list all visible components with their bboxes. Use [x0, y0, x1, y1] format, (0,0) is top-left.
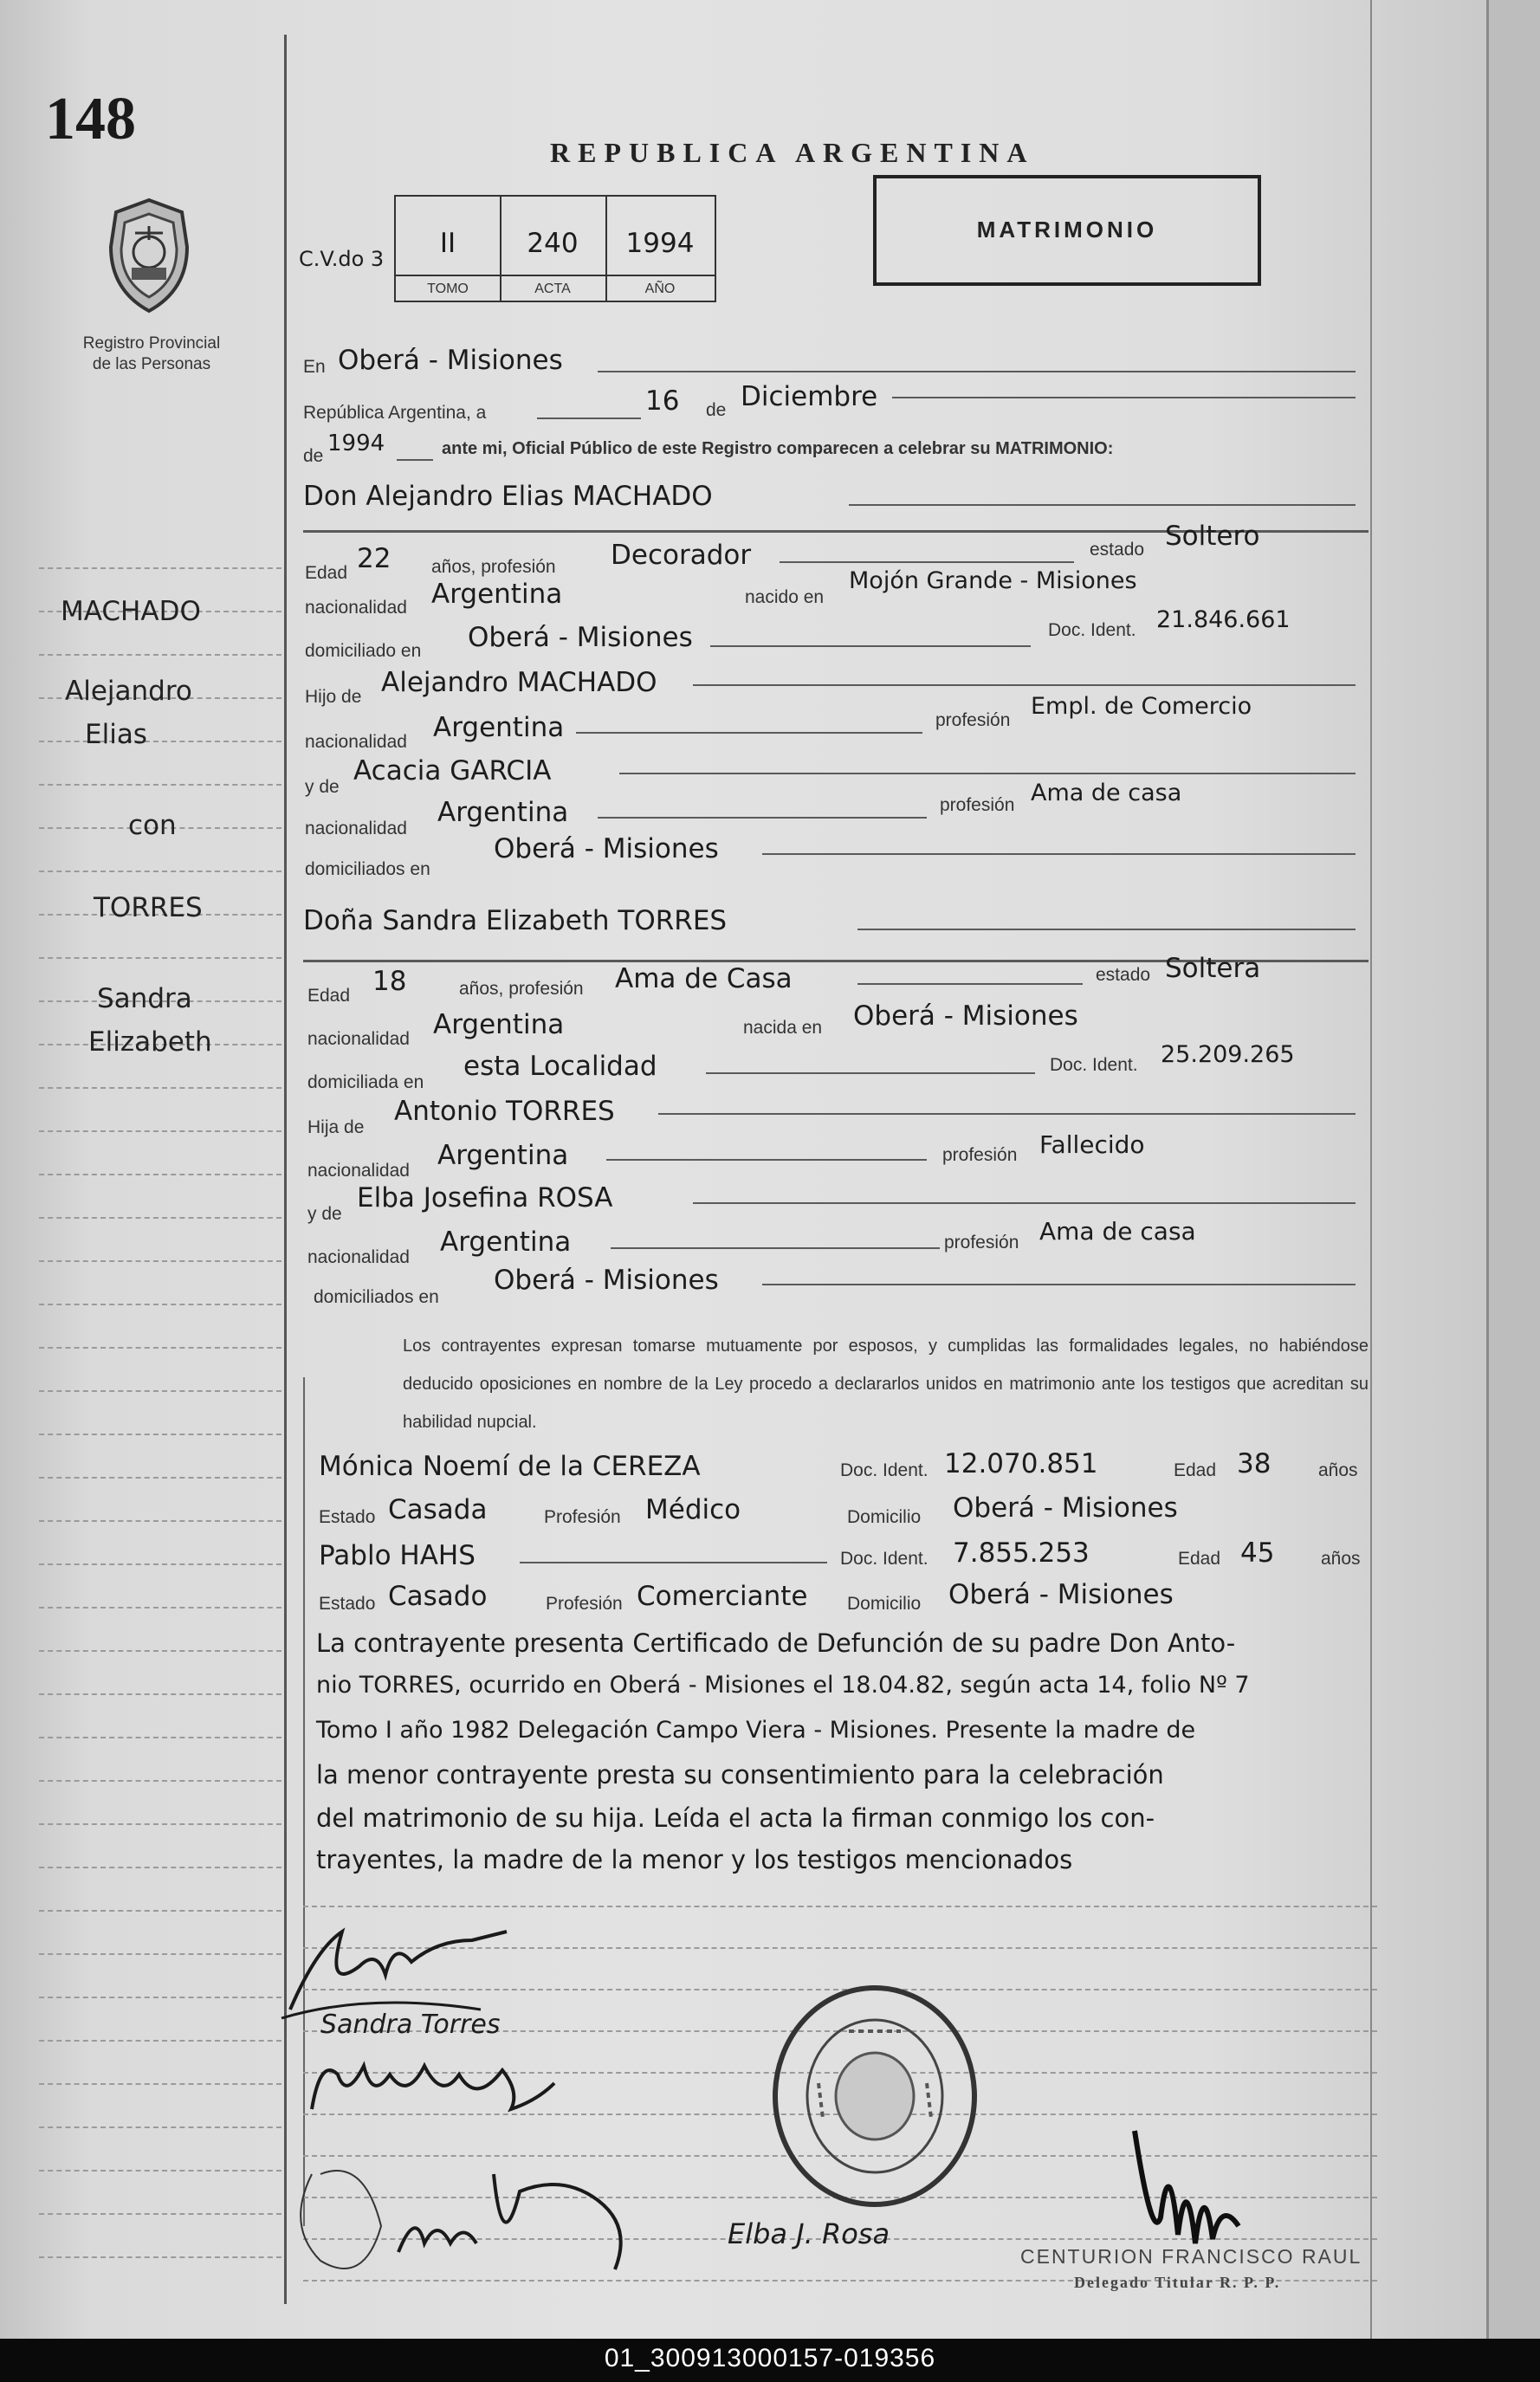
margin-rule: [39, 957, 281, 959]
groom-domicilio: Oberá - Misiones: [468, 622, 693, 653]
image-code: 01_300913000157-019356: [604, 2344, 936, 2372]
bride-domicilio: esta Localidad: [463, 1051, 657, 1082]
margin-rule: [39, 654, 281, 656]
margin-rule: [39, 1823, 281, 1825]
witness1-doc: 12.070.851: [944, 1448, 1098, 1479]
groom-profesion: Decorador: [611, 540, 752, 571]
note-line-2: nio TORRES, ocurrido en Oberá - Misiones el 18.04.82, según acta 14, folio Nº 7: [316, 1672, 1250, 1699]
republica-label: República Argentina, a: [303, 403, 487, 423]
bride-edad: 18: [372, 966, 407, 997]
margin-firstname-2a: Sandra: [97, 983, 192, 1014]
groom-name: Don Alejandro Elias MACHADO: [303, 481, 713, 512]
record-type-box: [873, 175, 1261, 286]
bride-anos-label: años, profesión: [459, 979, 584, 999]
bride-padre-nac: Argentina: [437, 1140, 569, 1171]
groom-doc: 21.846.661: [1156, 606, 1291, 633]
bride-edad-label: Edad: [307, 986, 351, 1006]
witness1-dom-label: Domicilio: [847, 1507, 922, 1527]
margin-rule: [39, 2256, 281, 2258]
witness2-doc: 7.855.253: [953, 1537, 1090, 1569]
bride-madre-prof: Ama de casa: [1039, 1217, 1196, 1246]
groom-dom-label: domiciliado en: [305, 641, 422, 661]
margin-surname-1: MACHADO: [61, 596, 201, 627]
witness1-edad-label: Edad: [1174, 1460, 1217, 1480]
official-round-stamp-icon: [767, 1979, 983, 2213]
next-page-edge: [1486, 0, 1540, 2339]
margin-rule: [39, 1780, 281, 1782]
groom-padre-prof-label: profesión: [935, 710, 1011, 730]
bride-profesion: Ama de Casa: [615, 963, 793, 994]
witness2-domicilio: Oberá - Misiones: [948, 1579, 1174, 1610]
margin-rule: [39, 1260, 281, 1262]
declaration-text: Los contrayentes expresan tomarse mutuamente por esposos, y cumplidas las formalidades legales, no habiéndose deducido oposiciones en nombre de la Ley procedo a declararlos unidos en matrimonio ante los testigos que acreditan su habilidad nupcial.: [403, 1337, 1369, 1432]
bride-madre-nac: Argentina: [440, 1227, 572, 1258]
tomo-label: TOMO: [427, 282, 469, 296]
bride-madre: Elba Josefina ROSA: [357, 1182, 613, 1214]
page-heading: REPUBLICA ARGENTINA: [550, 137, 1035, 168]
groom-padre-prof: Empl. de Comercio: [1031, 693, 1252, 720]
groom-hijo-label: Hijo de: [305, 687, 362, 707]
witness2-anos-label: años: [1321, 1549, 1361, 1569]
margin-rule: [39, 1520, 281, 1522]
bride-domiciliados: Oberá - Misiones: [494, 1265, 719, 1296]
witness2-estado: Casado: [388, 1581, 488, 1612]
bride-estado: Soltera: [1165, 953, 1261, 984]
witness2-dom-label: Domicilio: [847, 1594, 922, 1614]
day-value: 16: [645, 385, 680, 417]
groom-madre-prof: Ama de casa: [1031, 780, 1182, 806]
en-label: En: [303, 357, 326, 377]
margin-rule: [39, 1434, 281, 1435]
groom-domiciliados: Oberá - Misiones: [494, 833, 719, 864]
witness2-edad-label: Edad: [1178, 1549, 1221, 1569]
margin-rule: [39, 1217, 281, 1219]
margin-rule: [39, 567, 281, 569]
note-line-3: Tomo I año 1982 Delegación Campo Viera - Misiones. Presente la madre de: [316, 1717, 1196, 1744]
year-value: 1994: [327, 430, 385, 456]
witness1-estado: Casada: [388, 1494, 488, 1525]
ano-value: 1994: [625, 228, 695, 259]
margin-rule: [39, 1563, 281, 1565]
bride-dom-label: domiciliada en: [307, 1072, 424, 1092]
margin-con: con: [128, 810, 177, 841]
groom-nac-label: nacionalidad: [305, 598, 407, 618]
margin-firstname-1a: Alejandro: [65, 676, 192, 707]
witness-signature-2: [286, 2122, 650, 2278]
margin-surname-2: TORRES: [94, 892, 203, 923]
registry-title-line2: de las Personas: [92, 355, 211, 373]
record-type: MATRIMONIO: [976, 217, 1158, 243]
bride-madre-nac-label: nacionalidad: [307, 1247, 410, 1267]
place-value: Oberá - Misiones: [338, 345, 563, 376]
right-margin-line: [1370, 0, 1372, 2339]
margin-rule: [39, 1087, 281, 1089]
margin-rule: [39, 784, 281, 786]
bride-nacida-label: nacida en: [743, 1018, 823, 1038]
groom-madre-nac-label: nacionalidad: [305, 819, 407, 838]
groom-edad: 22: [357, 543, 391, 574]
bride-padre-prof: Fallecido: [1039, 1130, 1145, 1159]
witness-signature-1: [303, 2040, 563, 2118]
witness1-prof-label: Profesión: [544, 1507, 621, 1527]
witness2-prof: Comerciante: [637, 1581, 808, 1612]
groom-anos-label: años, profesión: [431, 557, 556, 577]
bride-nac-label: nacionalidad: [307, 1029, 410, 1049]
note-line-1: La contrayente presenta Certificado de Defunción de su padre Don Anto-: [316, 1628, 1236, 1658]
note-line-6: trayentes, la madre de la menor y los testigos mencionados: [316, 1845, 1073, 1874]
witness1-name: Mónica Noemí de la CEREZA: [319, 1451, 701, 1482]
groom-madre-nac: Argentina: [437, 797, 569, 828]
margin-rule: [39, 1910, 281, 1912]
bride-padre-nac-label: nacionalidad: [307, 1161, 410, 1181]
margin-rule: [39, 1693, 281, 1695]
margin-rule: [39, 1953, 281, 1955]
record-prefix: C.V.do 3: [299, 247, 385, 271]
groom-estado-label: estado: [1090, 540, 1145, 560]
groom-doc-label: Doc. Ident.: [1048, 620, 1136, 640]
witness1-doc-label: Doc. Ident.: [840, 1460, 929, 1480]
margin-firstname-2b: Elizabeth: [88, 1026, 212, 1058]
margin-rule: [39, 1130, 281, 1132]
margin-rule: [39, 1174, 281, 1175]
witness2-edad: 45: [1240, 1537, 1275, 1569]
ano-cell: [605, 197, 715, 301]
groom-nacido: Mojón Grande - Misiones: [849, 567, 1137, 594]
provincial-crest-icon: [97, 195, 201, 316]
bride-signature: Sandra Torres: [320, 2010, 501, 2040]
margin-rule: [39, 2126, 281, 2128]
margin-rule: [39, 1390, 281, 1392]
acta-value: 240: [527, 228, 579, 259]
bride-padre-prof-label: profesión: [942, 1145, 1018, 1165]
margin-rule: [39, 1867, 281, 1868]
official-title: Delegado Titular R. P. P.: [1074, 2274, 1281, 2291]
groom-domiciliados-label: domiciliados en: [305, 859, 430, 879]
margin-rule: [39, 1347, 281, 1349]
margin-rule: [39, 2170, 281, 2172]
tomo-value: II: [439, 228, 456, 259]
groom-nacido-label: nacido en: [745, 587, 825, 607]
groom-estado: Soltero: [1165, 521, 1260, 552]
groom-padre-nac: Argentina: [433, 712, 565, 743]
margin-rule: [39, 1650, 281, 1652]
witness1-estado-label: Estado: [319, 1507, 376, 1527]
groom-y-de-label: y de: [305, 777, 340, 797]
margin-rule: [39, 1304, 281, 1305]
witness2-prof-label: Profesión: [546, 1594, 623, 1614]
de2-label: de: [303, 446, 324, 466]
acta-cell: [500, 197, 607, 301]
groom-madre-prof-label: profesión: [940, 795, 1015, 815]
bride-nacida: Oberá - Misiones: [853, 1000, 1078, 1032]
witness1-edad: 38: [1237, 1448, 1271, 1479]
tomo-cell: [396, 197, 501, 301]
bride-hija-label: Hija de: [307, 1117, 365, 1137]
margin-rule: [39, 1477, 281, 1479]
month-value: Diciembre: [741, 381, 878, 412]
bride-name: Doña Sandra Elizabeth TORRES: [303, 905, 728, 936]
bride-doc-label: Doc. Ident.: [1050, 1055, 1138, 1075]
signature-rule: [303, 1906, 1377, 1907]
groom-madre: Acacia GARCIA: [353, 755, 552, 786]
witness2-name: Pablo HAHS: [319, 1540, 476, 1571]
margin-rule: [39, 871, 281, 872]
witness2-estado-label: Estado: [319, 1594, 376, 1614]
official-name: CENTURION FRANCISCO RAUL: [1020, 2245, 1362, 2268]
de-label: de: [706, 400, 727, 420]
margin-rule: [39, 2040, 281, 2042]
bride-doc: 25.209.265: [1161, 1041, 1295, 1068]
mother-signature: Elba J. Rosa: [728, 2217, 890, 2250]
margin-firstname-1b: Elias: [85, 719, 147, 750]
margin-rule: [39, 2213, 281, 2215]
bride-padre: Antonio TORRES: [394, 1096, 615, 1127]
witness1-anos-label: años: [1318, 1460, 1358, 1480]
bride-domiciliados-label: domiciliados en: [314, 1287, 439, 1307]
margin-rule: [39, 1607, 281, 1608]
margin-rule: [39, 1997, 281, 1998]
margin-rule: [39, 1737, 281, 1738]
registry-title: [43, 333, 260, 375]
groom-edad-label: Edad: [305, 563, 348, 583]
registry-title-line1: Registro Provincial: [82, 334, 221, 353]
bride-y-de-label: y de: [307, 1204, 342, 1224]
margin-rule: [39, 2083, 281, 2085]
intro-statement: ante mi, Oficial Público de este Registro comparecen a celebrar su MATRIMONIO:: [442, 439, 1114, 458]
bride-estado-label: estado: [1096, 965, 1151, 985]
groom-nac: Argentina: [431, 579, 563, 610]
note-line-4: la menor contrayente presta su consentimiento para la celebración: [316, 1760, 1164, 1790]
official-signature: [1117, 2113, 1247, 2252]
bride-nac: Argentina: [433, 1009, 565, 1040]
ano-label: AÑO: [644, 282, 676, 296]
groom-padre-nac-label: nacionalidad: [305, 732, 407, 752]
witness1-prof: Médico: [645, 1494, 741, 1525]
note-line-5: del matrimonio de su hija. Leída el acta la firman conmigo los con-: [316, 1803, 1155, 1833]
folio-number: 148: [45, 86, 136, 152]
groom-padre: Alejandro MACHADO: [381, 667, 657, 698]
margin-rule: [39, 741, 281, 742]
witness2-doc-label: Doc. Ident.: [840, 1549, 929, 1569]
acta-label: ACTA: [534, 282, 571, 296]
record-reference-box: [394, 195, 716, 302]
bride-madre-prof-label: profesión: [944, 1233, 1019, 1252]
witness1-domicilio: Oberá - Misiones: [953, 1492, 1178, 1524]
